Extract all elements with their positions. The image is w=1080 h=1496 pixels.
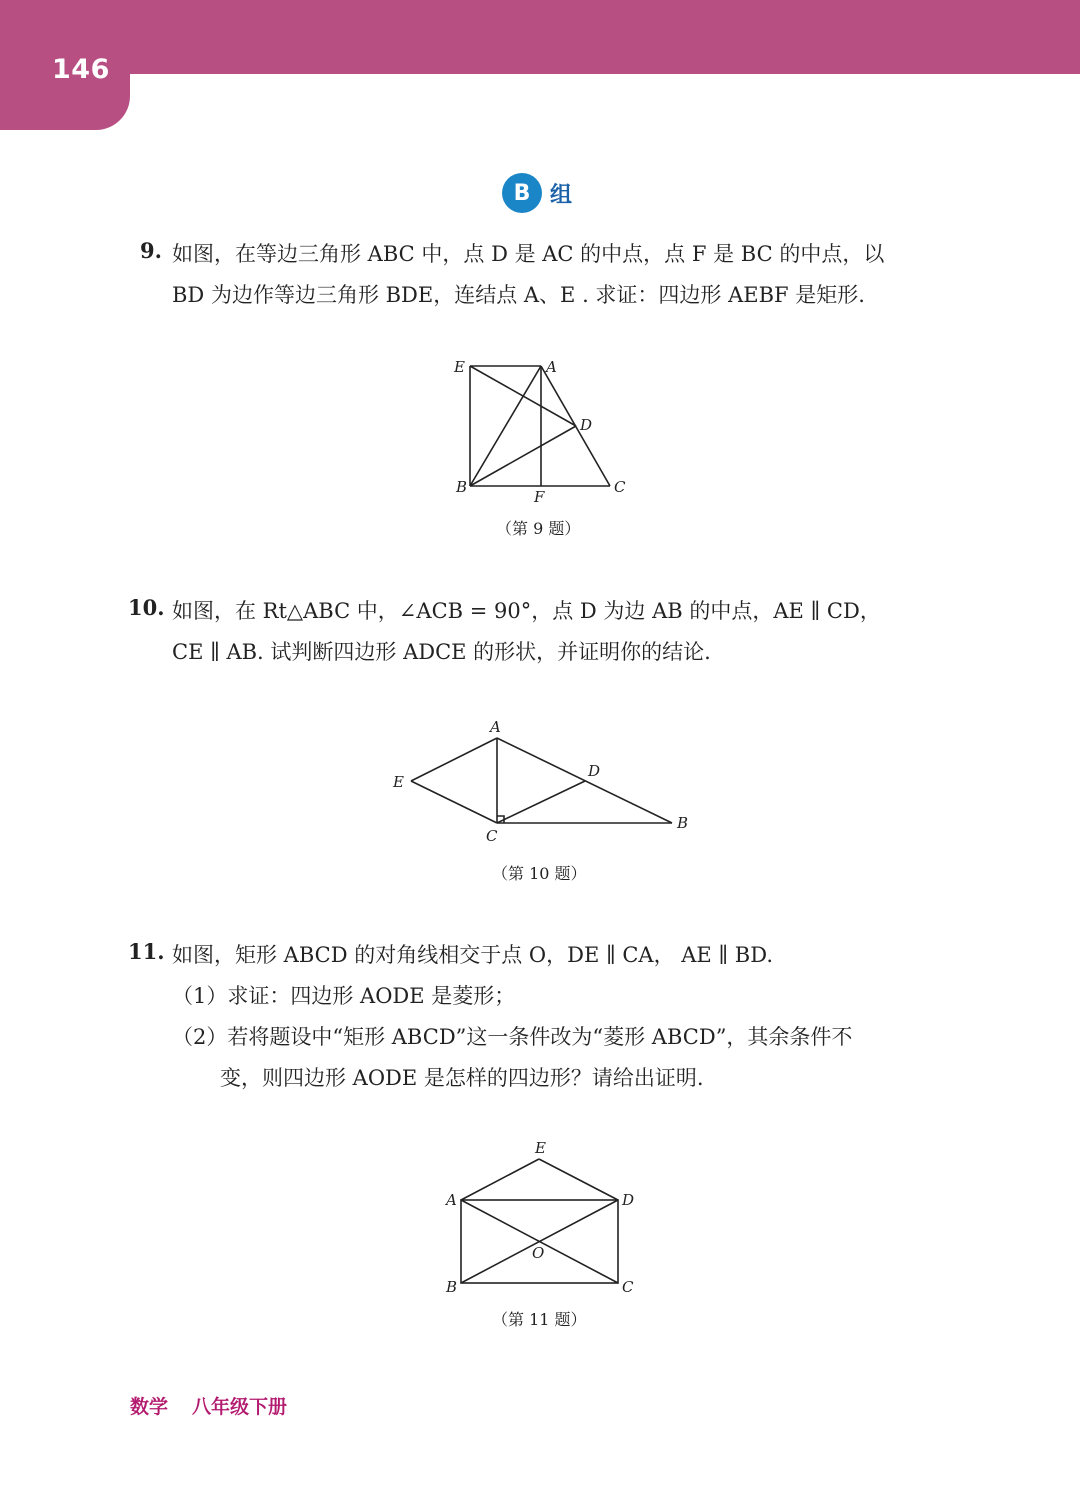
problem-9-line-2: BD 为边作等边三角形 BDE，连结点 A、E . 求证：四边形 AEBF 是矩形. <box>172 283 865 307</box>
problem-9-number: 9. <box>140 238 162 263</box>
figure-9-caption: （第 9 题） <box>496 519 581 538</box>
label-D: D <box>588 762 601 780</box>
label-E: E <box>535 1139 546 1157</box>
label-E: E <box>454 358 465 376</box>
label-O: O <box>532 1244 545 1262</box>
label-B: B <box>446 1278 458 1296</box>
figure-11-caption: （第 11 题） <box>492 1310 587 1329</box>
problem-11-sub-2: （2）若将题设中“矩形 ABCD”这一条件改为“菱形 ABCD”，其余条件不 <box>172 1025 853 1049</box>
label-C: C <box>486 827 498 845</box>
label-A: A <box>446 1191 457 1209</box>
problem-11-line-1: 如图，矩形 ABCD 的对角线相交于点 O，DE ∥ CA， AE ∥ BD. <box>172 943 774 967</box>
group-heading <box>502 172 572 214</box>
figure-10-caption: （第 10 题） <box>492 864 587 883</box>
label-E: E <box>393 773 404 791</box>
figure-10-diagram <box>385 715 705 850</box>
problem-10-line-2: CE ∥ AB. 试判断四边形 ADCE 的形状，并证明你的结论. <box>172 640 711 664</box>
label-F: F <box>534 488 545 506</box>
label-B: B <box>677 814 689 832</box>
figure-11-diagram <box>440 1135 640 1300</box>
footer-grade: 八年级下册 <box>192 1396 288 1418</box>
label-C: C <box>622 1278 634 1296</box>
problem-11-sub-2-cont: 变，则四边形 AODE 是怎样的四边形？请给出证明. <box>220 1066 704 1090</box>
label-C: C <box>614 478 626 496</box>
problem-10-number: 10. <box>128 595 165 620</box>
figure-9-diagram <box>440 350 640 510</box>
group-badge: B <box>502 173 542 213</box>
label-B: B <box>456 478 468 496</box>
footer <box>130 1392 287 1419</box>
label-A: A <box>490 718 501 736</box>
page-number: 146 <box>52 54 110 85</box>
label-D: D <box>622 1191 635 1209</box>
label-D: D <box>580 416 593 434</box>
problem-11-sub-1: （1）求证：四边形 AODE 是菱形； <box>172 984 516 1008</box>
problem-11-number: 11. <box>128 939 165 964</box>
header-bar <box>0 0 1080 74</box>
problem-9-line-1: 如图，在等边三角形 ABC 中，点 D 是 AC 的中点，点 F 是 BC 的中点，以 <box>172 242 885 266</box>
footer-subject: 数学 <box>130 1396 169 1418</box>
problem-10-line-1: 如图，在 Rt△ABC 中，∠ACB = 90°，点 D 为边 AB 的中点，AE ∥ CD， <box>172 599 881 623</box>
label-A: A <box>546 358 557 376</box>
group-label: 组 <box>550 182 573 208</box>
